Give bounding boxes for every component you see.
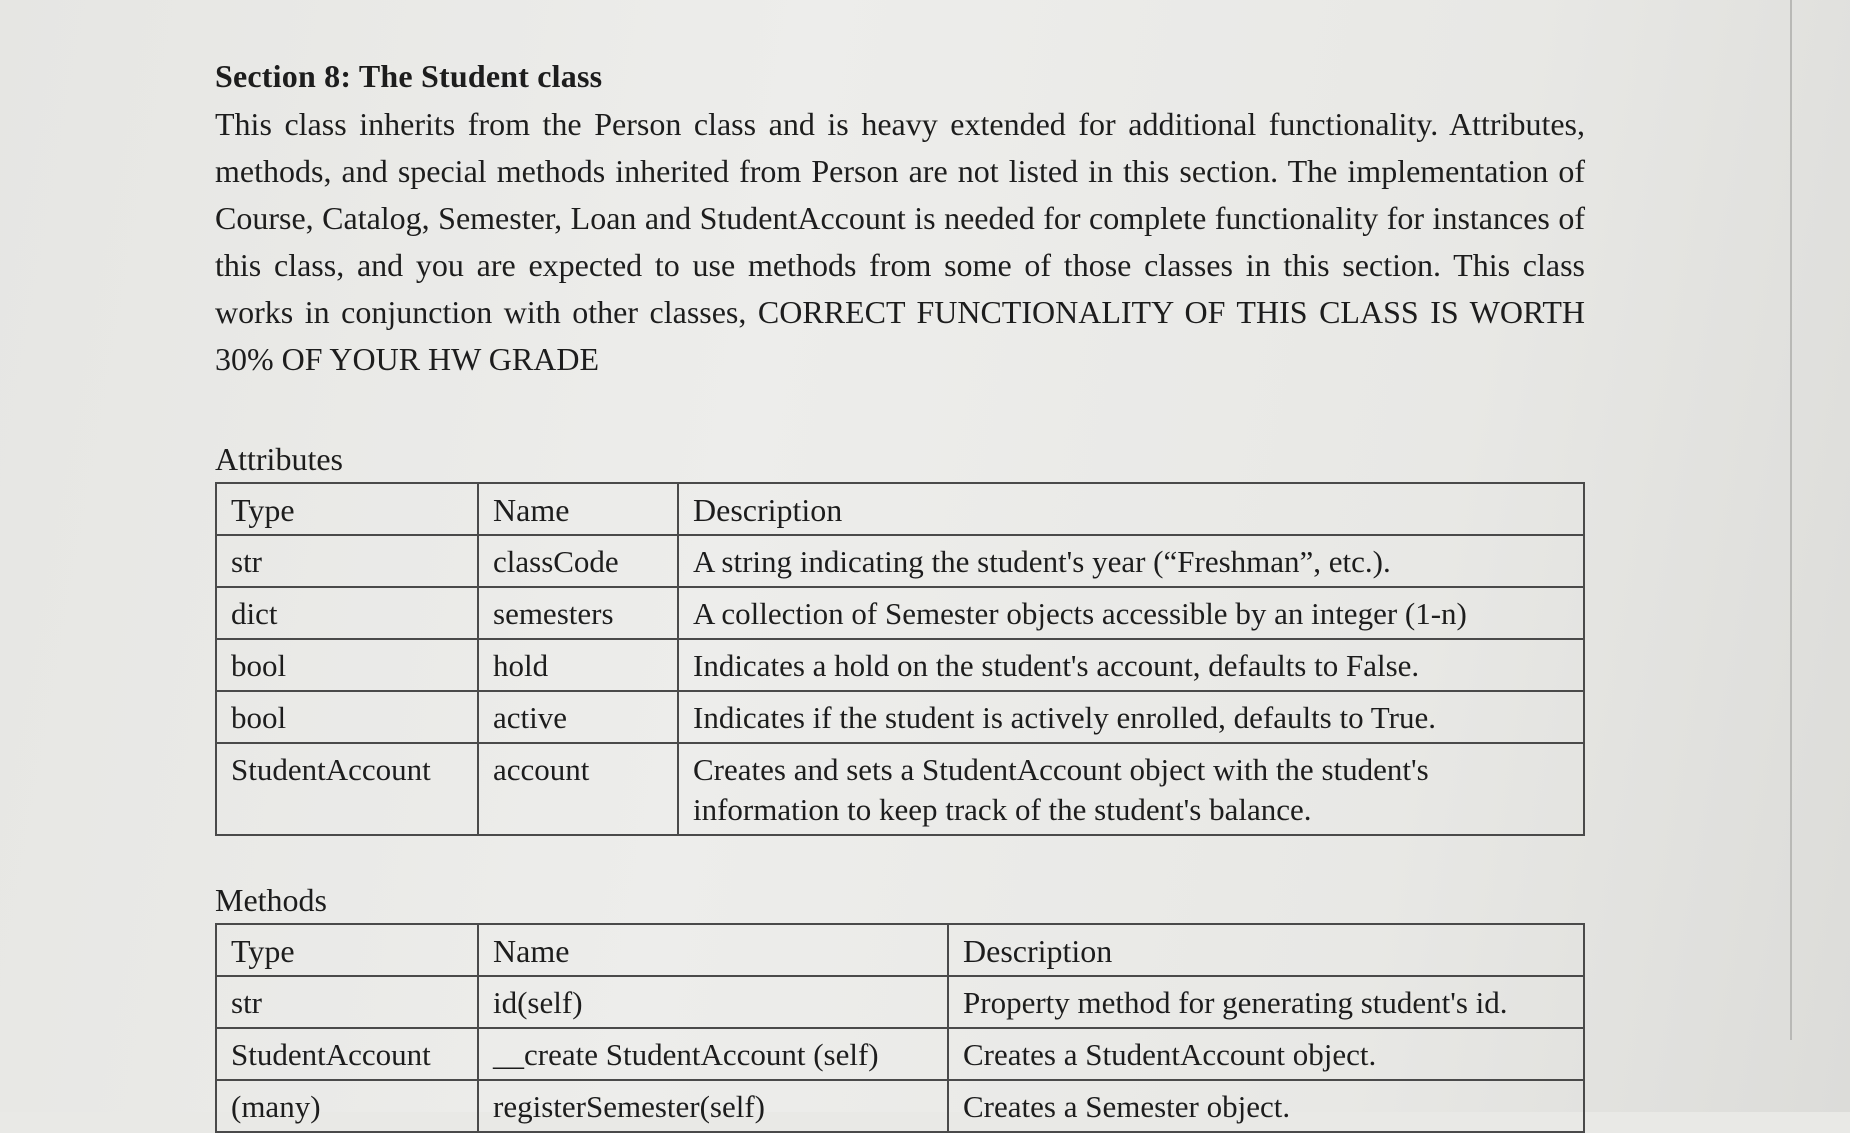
attr-name: semesters bbox=[478, 587, 678, 639]
method-description: Creates a Semester object. bbox=[948, 1080, 1584, 1132]
attr-description: Creates and sets a StudentAccount object with the student's information to keep track of the student's balance. bbox=[678, 743, 1584, 835]
table-row bbox=[216, 691, 1584, 743]
method-name: id(self) bbox=[478, 976, 948, 1028]
method-name: registerSemester(self) bbox=[478, 1080, 948, 1132]
attr-name: classCode bbox=[478, 535, 678, 587]
header-type: Type bbox=[216, 483, 478, 535]
attr-name: account bbox=[478, 743, 678, 835]
attributes-caption: Attributes bbox=[215, 441, 343, 477]
header-description: Description bbox=[678, 483, 1584, 535]
header-description: Description bbox=[948, 924, 1584, 976]
methods-table bbox=[215, 923, 1585, 1133]
attr-name: active bbox=[478, 691, 678, 743]
attr-description: A collection of Semester objects accessible by an integer (1-n) bbox=[678, 587, 1584, 639]
monitor-bezel-edge bbox=[1790, 0, 1792, 1040]
header-name: Name bbox=[478, 924, 948, 976]
attr-type: bool bbox=[216, 691, 478, 743]
attr-description: A string indicating the student's year (“Freshman”, etc.). bbox=[678, 535, 1584, 587]
attr-type: bool bbox=[216, 639, 478, 691]
table-row bbox=[216, 587, 1584, 639]
table-row bbox=[216, 1028, 1584, 1080]
section-title: Section 8: The Student class bbox=[215, 58, 603, 94]
method-type: str bbox=[216, 976, 478, 1028]
method-type: StudentAccount bbox=[216, 1028, 478, 1080]
method-type: (many) bbox=[216, 1080, 478, 1132]
document-content bbox=[215, 58, 1585, 1133]
table-row bbox=[216, 639, 1584, 691]
attributes-table bbox=[215, 482, 1585, 836]
section-intro-paragraph: This class inherits from the Person class and is heavy extended for additional functionality. Attributes, methods, and special methods inherited from Person are not listed in this section. The implementation of Course, Catalog, Semester, Loan and StudentAccount is needed for complete functionality for instances of this class, and you are expected to use methods from some of those classes in this section. This class works in conjunction with other classes, CORRECT FUNCTIONALITY OF THIS CLASS IS WORTH 30% OF YOUR HW GRADE bbox=[215, 106, 1585, 377]
method-description: Creates a StudentAccount object. bbox=[948, 1028, 1584, 1080]
attr-type: dict bbox=[216, 587, 478, 639]
table-row bbox=[216, 976, 1584, 1028]
methods-header-row bbox=[216, 924, 1584, 976]
table-row bbox=[216, 743, 1584, 835]
table-row bbox=[216, 1080, 1584, 1132]
header-name: Name bbox=[478, 483, 678, 535]
attr-name: hold bbox=[478, 639, 678, 691]
attr-type: str bbox=[216, 535, 478, 587]
table-row bbox=[216, 535, 1584, 587]
method-name: __create StudentAccount (self) bbox=[478, 1028, 948, 1080]
attr-description: Indicates if the student is actively enrolled, defaults to True. bbox=[678, 691, 1584, 743]
attributes-header-row bbox=[216, 483, 1584, 535]
methods-caption: Methods bbox=[215, 882, 327, 918]
attr-type: StudentAccount bbox=[216, 743, 478, 835]
header-type: Type bbox=[216, 924, 478, 976]
method-description: Property method for generating student's id. bbox=[948, 976, 1584, 1028]
attr-description: Indicates a hold on the student's account, defaults to False. bbox=[678, 639, 1584, 691]
